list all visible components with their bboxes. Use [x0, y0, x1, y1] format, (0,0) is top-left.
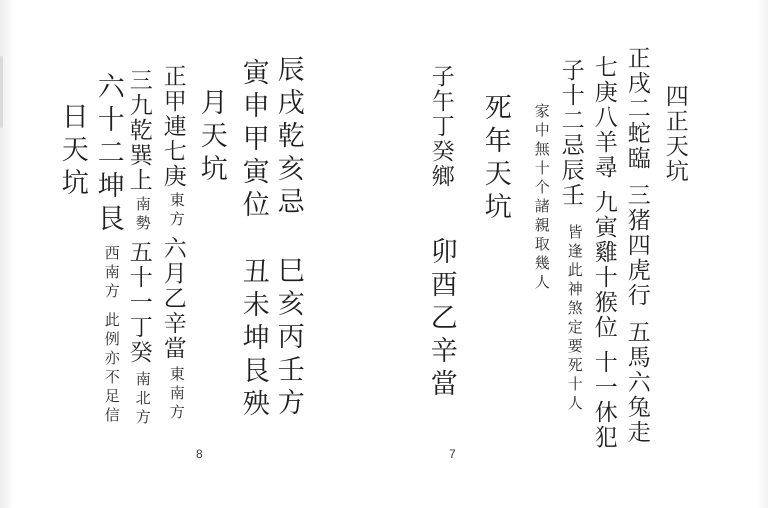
column-text: 三九乾巽上 — [125, 68, 152, 193]
column-text: 九寅雞十猴位 — [590, 190, 617, 340]
annotation-text: 南北方 — [133, 371, 152, 428]
column-text: 卯酉乙辛當 — [425, 237, 457, 402]
column-text: 四正天坑 — [661, 84, 688, 184]
annotation-text: 西南方 — [102, 245, 121, 302]
column-text: 日天坑 — [56, 102, 88, 201]
column-text: 十一休犯 — [590, 350, 617, 450]
column-text: 六月乙辛當 — [159, 236, 186, 361]
text-column — [589, 55, 618, 450]
column-text: 辰戌乾亥忌 — [272, 55, 304, 220]
page-number: 8 — [196, 447, 203, 461]
column-text: 子十二忌辰壬 — [557, 58, 584, 208]
annotation-text: 東南方 — [167, 366, 186, 423]
page-number: 7 — [449, 447, 456, 461]
annotation-text: 南勢 — [133, 196, 152, 234]
column-text: 五十一丁癸 — [125, 240, 152, 365]
column-text: 寅申甲寅位 — [237, 58, 269, 223]
column-text: 死年天坑 — [479, 93, 511, 225]
column-text: 子午丁癸鄉 — [427, 64, 454, 189]
text-column — [424, 64, 458, 402]
annotation-text: 東方 — [167, 192, 186, 230]
text-column — [556, 58, 585, 414]
annotation-text: 皆逢此神煞定要死十人 — [565, 224, 584, 414]
annotation-text: 此例亦不足信 — [102, 312, 121, 426]
column-text: 丑未坤艮殃 — [237, 257, 269, 422]
text-column — [660, 84, 689, 184]
text-column — [478, 93, 512, 225]
column-text: 巳亥丙壬方 — [272, 256, 304, 421]
annotation-text: 家中無十个諸親取幾人 — [532, 103, 551, 293]
column-text: 五馬六兔走 — [623, 320, 650, 445]
text-column — [523, 103, 552, 293]
text-column — [622, 46, 651, 445]
column-text: 七庚八羊尋 — [590, 55, 617, 180]
column-text: 月天坑 — [195, 88, 227, 187]
column-text: 三猪四虎行 — [623, 183, 650, 308]
column-text: 正戌二蛇臨 — [623, 46, 650, 171]
column-text: 六十二坤艮 — [92, 72, 124, 237]
column-text: 正甲連七庚 — [159, 64, 186, 189]
